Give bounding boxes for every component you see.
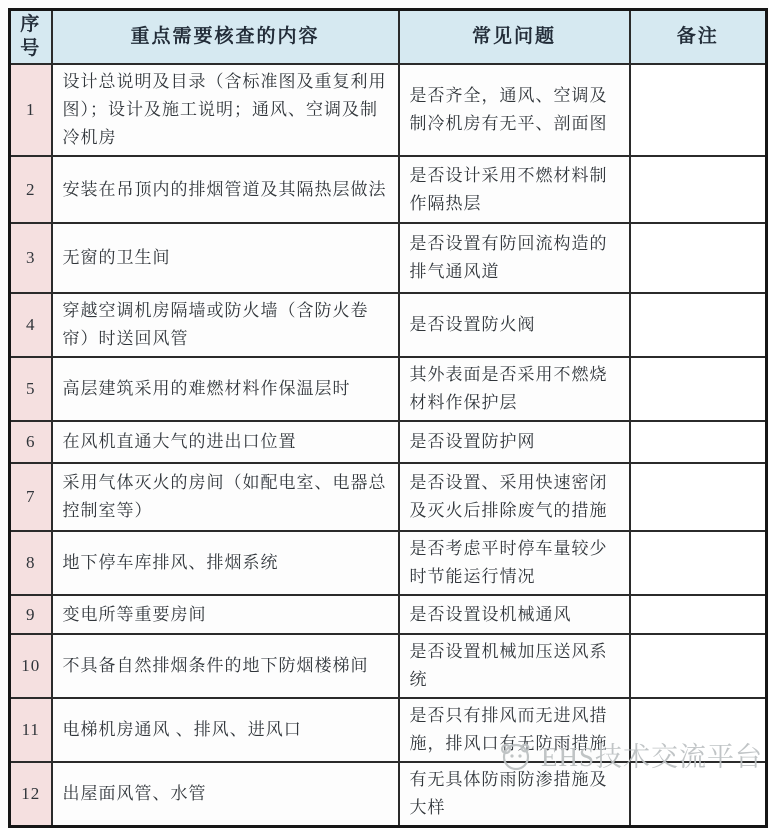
remark-cell bbox=[630, 293, 767, 357]
table-row bbox=[10, 595, 767, 634]
key-content-cell: 地下停车库排风、排烟系统 bbox=[52, 531, 399, 595]
key-content-cell: 高层建筑采用的难燃材料作保温层时 bbox=[52, 357, 399, 421]
table-row bbox=[10, 463, 767, 531]
table-row bbox=[10, 421, 767, 463]
row-number-cell: 12 bbox=[10, 762, 52, 827]
header-cell-key-content: 重点需要核查的内容 bbox=[52, 10, 399, 65]
remark-cell bbox=[630, 634, 767, 698]
key-content-cell: 无窗的卫生间 bbox=[52, 223, 399, 293]
common-problem-cell: 是否设置、采用快速密闭及灭火后排除废气的措施 bbox=[399, 463, 630, 531]
row-number-cell: 4 bbox=[10, 293, 52, 357]
table-row bbox=[10, 293, 767, 357]
remark-cell bbox=[630, 531, 767, 595]
remark-cell bbox=[630, 64, 767, 156]
table-row bbox=[10, 698, 767, 762]
table-row bbox=[10, 531, 767, 595]
common-problem-cell: 是否考虑平时停车量较少时节能运行情况 bbox=[399, 531, 630, 595]
common-problem-cell: 有无具体防雨防渗措施及大样 bbox=[399, 762, 630, 827]
watermark-text: EHS技术交流平台 bbox=[540, 742, 763, 772]
remark-cell bbox=[630, 223, 767, 293]
table-body bbox=[10, 64, 767, 827]
common-problem-cell: 是否设置有防回流构造的排气通风道 bbox=[399, 223, 630, 293]
key-content-cell: 采用气体灭火的房间（如配电室、电器总控制室等） bbox=[52, 463, 399, 531]
key-content-cell: 变电所等重要房间 bbox=[52, 595, 399, 634]
table-row bbox=[10, 634, 767, 698]
common-problem-cell: 是否设置防护网 bbox=[399, 421, 630, 463]
header-cell-common-problems: 常见问题 bbox=[399, 10, 630, 65]
row-number-cell: 6 bbox=[10, 421, 52, 463]
remark-cell bbox=[630, 762, 767, 827]
common-problem-cell: 是否设置设机械通风 bbox=[399, 595, 630, 634]
remark-cell bbox=[630, 698, 767, 762]
table-row bbox=[10, 64, 767, 156]
row-number-cell: 3 bbox=[10, 223, 52, 293]
row-number-cell: 7 bbox=[10, 463, 52, 531]
remark-cell bbox=[630, 421, 767, 463]
remark-cell bbox=[630, 357, 767, 421]
row-number-cell: 11 bbox=[10, 698, 52, 762]
remark-cell bbox=[630, 156, 767, 223]
row-number-cell: 10 bbox=[10, 634, 52, 698]
key-content-cell: 在风机直通大气的进出口位置 bbox=[52, 421, 399, 463]
key-content-cell: 电梯机房通风 、排风、进风口 bbox=[52, 698, 399, 762]
header-cell-serial-number: 序号 bbox=[10, 10, 52, 65]
table-row bbox=[10, 762, 767, 827]
table-row bbox=[10, 223, 767, 293]
hvac-review-checklist-table bbox=[8, 8, 768, 828]
remark-cell bbox=[630, 463, 767, 531]
common-problem-cell: 是否设置防火阀 bbox=[399, 293, 630, 357]
row-number-cell: 1 bbox=[10, 64, 52, 156]
key-content-cell: 穿越空调机房隔墙或防火墙（含防火卷帘）时送回风管 bbox=[52, 293, 399, 357]
row-number-cell: 8 bbox=[10, 531, 52, 595]
table-row bbox=[10, 156, 767, 223]
header-row bbox=[10, 10, 767, 65]
key-content-cell: 安装在吊顶内的排烟管道及其隔热层做法 bbox=[52, 156, 399, 223]
common-problem-cell: 是否设计采用不燃材料制作隔热层 bbox=[399, 156, 630, 223]
common-problem-cell: 是否只有排风而无进风措施，排风口有无防雨措施 bbox=[399, 698, 630, 762]
table-row bbox=[10, 357, 767, 421]
key-content-cell: 不具备自然排烟条件的地下防烟楼梯间 bbox=[52, 634, 399, 698]
row-number-cell: 2 bbox=[10, 156, 52, 223]
common-problem-cell: 其外表面是否采用不燃烧材料作保护层 bbox=[399, 357, 630, 421]
row-number-cell: 5 bbox=[10, 357, 52, 421]
common-problem-cell: 是否齐全，通风、空调及制冷机房有无平、剖面图 bbox=[399, 64, 630, 156]
row-number-cell: 9 bbox=[10, 595, 52, 634]
header-cell-remarks: 备注 bbox=[630, 10, 767, 65]
key-content-cell: 出屋面风管、水管 bbox=[52, 762, 399, 827]
key-content-cell: 设计总说明及目录（含标准图及重复利用图）；设计及施工说明；通风、空调及制冷机房 bbox=[52, 64, 399, 156]
table-header bbox=[10, 10, 767, 65]
remark-cell bbox=[630, 595, 767, 634]
common-problem-cell: 是否设置机械加压送风系统 bbox=[399, 634, 630, 698]
